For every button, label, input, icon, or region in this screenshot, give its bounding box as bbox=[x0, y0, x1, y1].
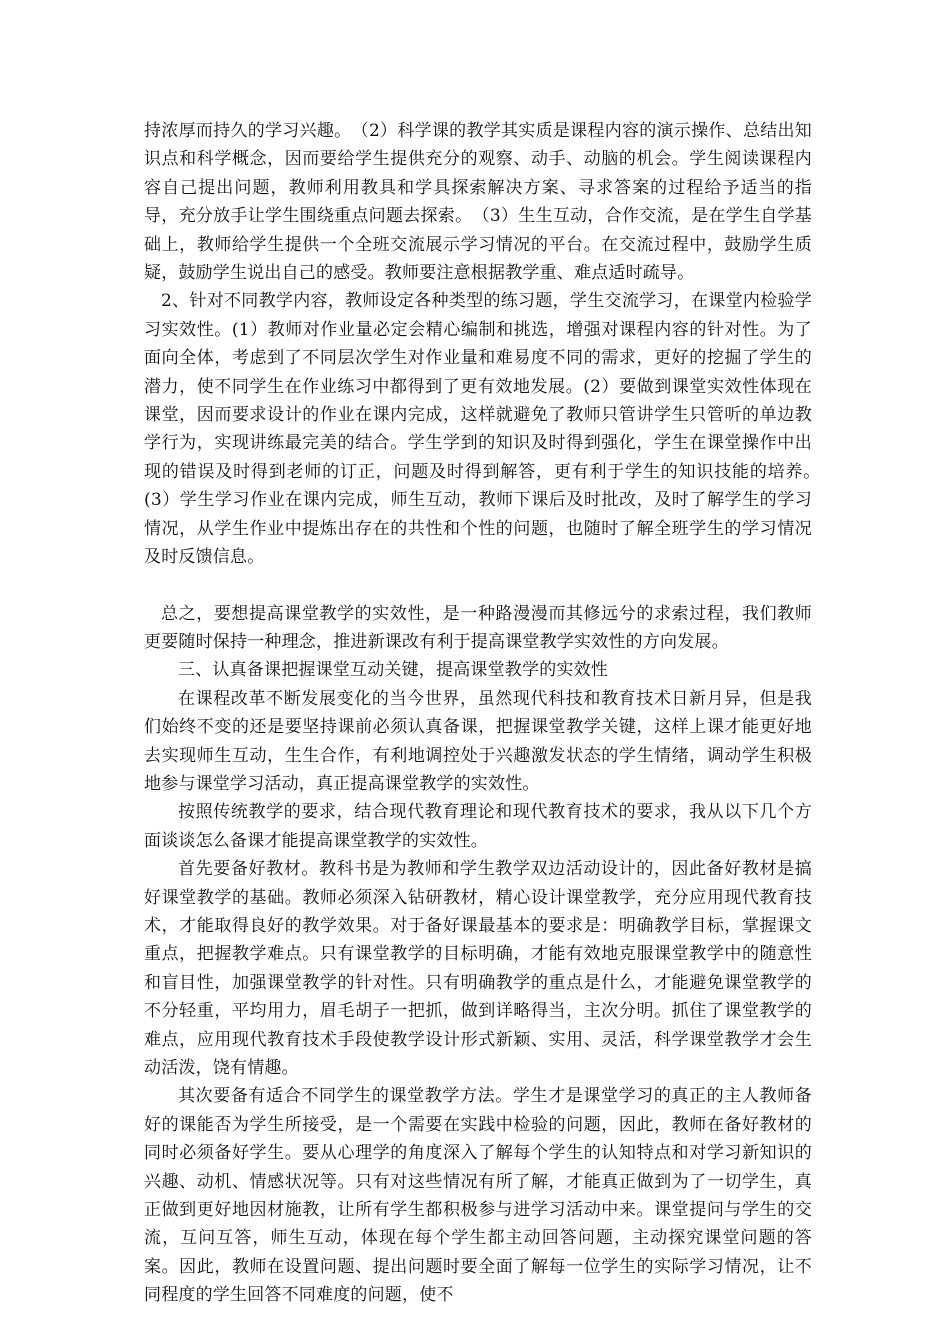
paragraph: 总之，要想提高课堂教学的实效性，是一种路漫漫而其修远兮的求索过程，我们教师更要随时保持一种理念，推进新课改有利于提高课堂教学实效性的方向发展。 bbox=[144, 603, 812, 652]
paragraph: 首先要备好教材。教科书是为教师和学生教学双边活动设计的，因此备好教材是搞好课堂教学的基础。教师必须深入钻研教材，精心设计课堂教学，充分应用现代教育技术，才能取得良好的教学效果。对于备好课最基本的要求是：明确教学目标，掌握课文重点，把握教学难点。只有课堂教学的目标明确，才能有效地克服课堂教学中的随意性和盲目性，加强课堂教学的针对性。只有明确教学的重点是什么，才能避免课堂教学的不分轻重，平均用力，眉毛胡子一把抓，做到详略得当，主次分明。抓住了课堂教学的难点，应用现代教育技术手段使教学设计形式新颖、实用、灵活，科学课堂教学才会生动活泼，饶有情趣。 bbox=[144, 859, 812, 1078]
paragraph: 其次要备有适合不同学生的课堂教学方法。学生才是课堂学习的真正的主人教师备好的课能否为学生所接受，是一个需要在实践中检验的问题，因此，教师在备好教材的同时必须备好学生。要从心理学的角度深入了解每个学生的认知特点和对学习新知识的兴趣、动机、情感状况等。只有对这些情况有所了解，才能真正做到为了一切学生，真正做到更好地因材施教，让所有学生都积极参与进学习活动中来。课堂提问与学生的交流，互问互答，师生互动，体现在每个学生都主动回答问题，主动探究课堂问题的答案。因此，教师在设置问题、提出问题时要全面了解每一位学生的实际学习情况，让不同程度的学生回答不同难度的问题，使不 bbox=[144, 1086, 812, 1306]
section-heading: 三、认真备课把握课堂互动关键，提高课堂教学的实效性 bbox=[178, 660, 608, 681]
paragraph: 持浓厚而持久的学习兴趣。 （2）科学课的教学其实质是课程内容的演示操作、总结出知识点和科学概念，因而要给学生提供充分的观察、动手、动脑的机会。学生阅读课程内容自己提出问题，教师利用教具和学具探索解决方案、寻求答案的过程给予适当的指导，充分放手让学生围绕重点问题去探索。 （3）生生互动，合作交流，是在学生自学基础上，教师给学生提供一个全班交流展示学习情况的平台。在交流过程中，鼓励学生质疑，鼓励学生说出自己的感受。教师要注意根据教学重、难点适时疏导。 bbox=[144, 121, 812, 284]
paragraph: 在课程改革不断发展变化的当今世界，虽然现代科技和教育技术日新月异，但是我们始终不变的还是要坚持课前必须认真备课，把握课堂教学关键，这样上课才能更好地去实现师生互动，生生合作，有利地调控处于兴趣激发状态的学生情绪，调动学生积极地参与课堂学习活动，真正提高课堂教学的实效性。 bbox=[144, 688, 812, 794]
document-body bbox=[144, 117, 830, 1310]
paragraph: 按照传统教学的要求，结合现代教育理论和现代教育技术的要求，我从以下几个方面谈谈怎么备课才能提高课堂教学的实效性。 bbox=[144, 802, 812, 851]
paragraph-spacer bbox=[144, 572, 812, 600]
paragraph: 2、针对不同教学内容，教师设定各种类型的练习题，学生交流学习，在课堂内检验学习实效性。(1）教师对作业量必定会精心编制和挑选，增强对课程内容的针对性。为了面向全体，考虑到了不同层次学生对作业量和难易度不同的需求，更好的挖掘了学生的潜力，使不同学生在作业练习中都得到了更有效地发展。(2）要做到课堂实效性体现在课堂，因而要求设计的作业在课内完成，这样就避免了教师只管讲学生只管听的单边教学行为，实现讲练最完美的结合。学生学到的知识及时得到强化，学生在课堂操作中出现的错误及时得到老师的订正，问题及时得到解答，更有利于学生的知识技能的培养。 (3）学生学习作业在课内完成，师生互动，教师下课后及时批改，及时了解学生的学习情况，从学生作业中提炼出存在的共性和个性的问题，也随时了解全班学生的学习情况及时反馈信息。 bbox=[144, 291, 830, 568]
